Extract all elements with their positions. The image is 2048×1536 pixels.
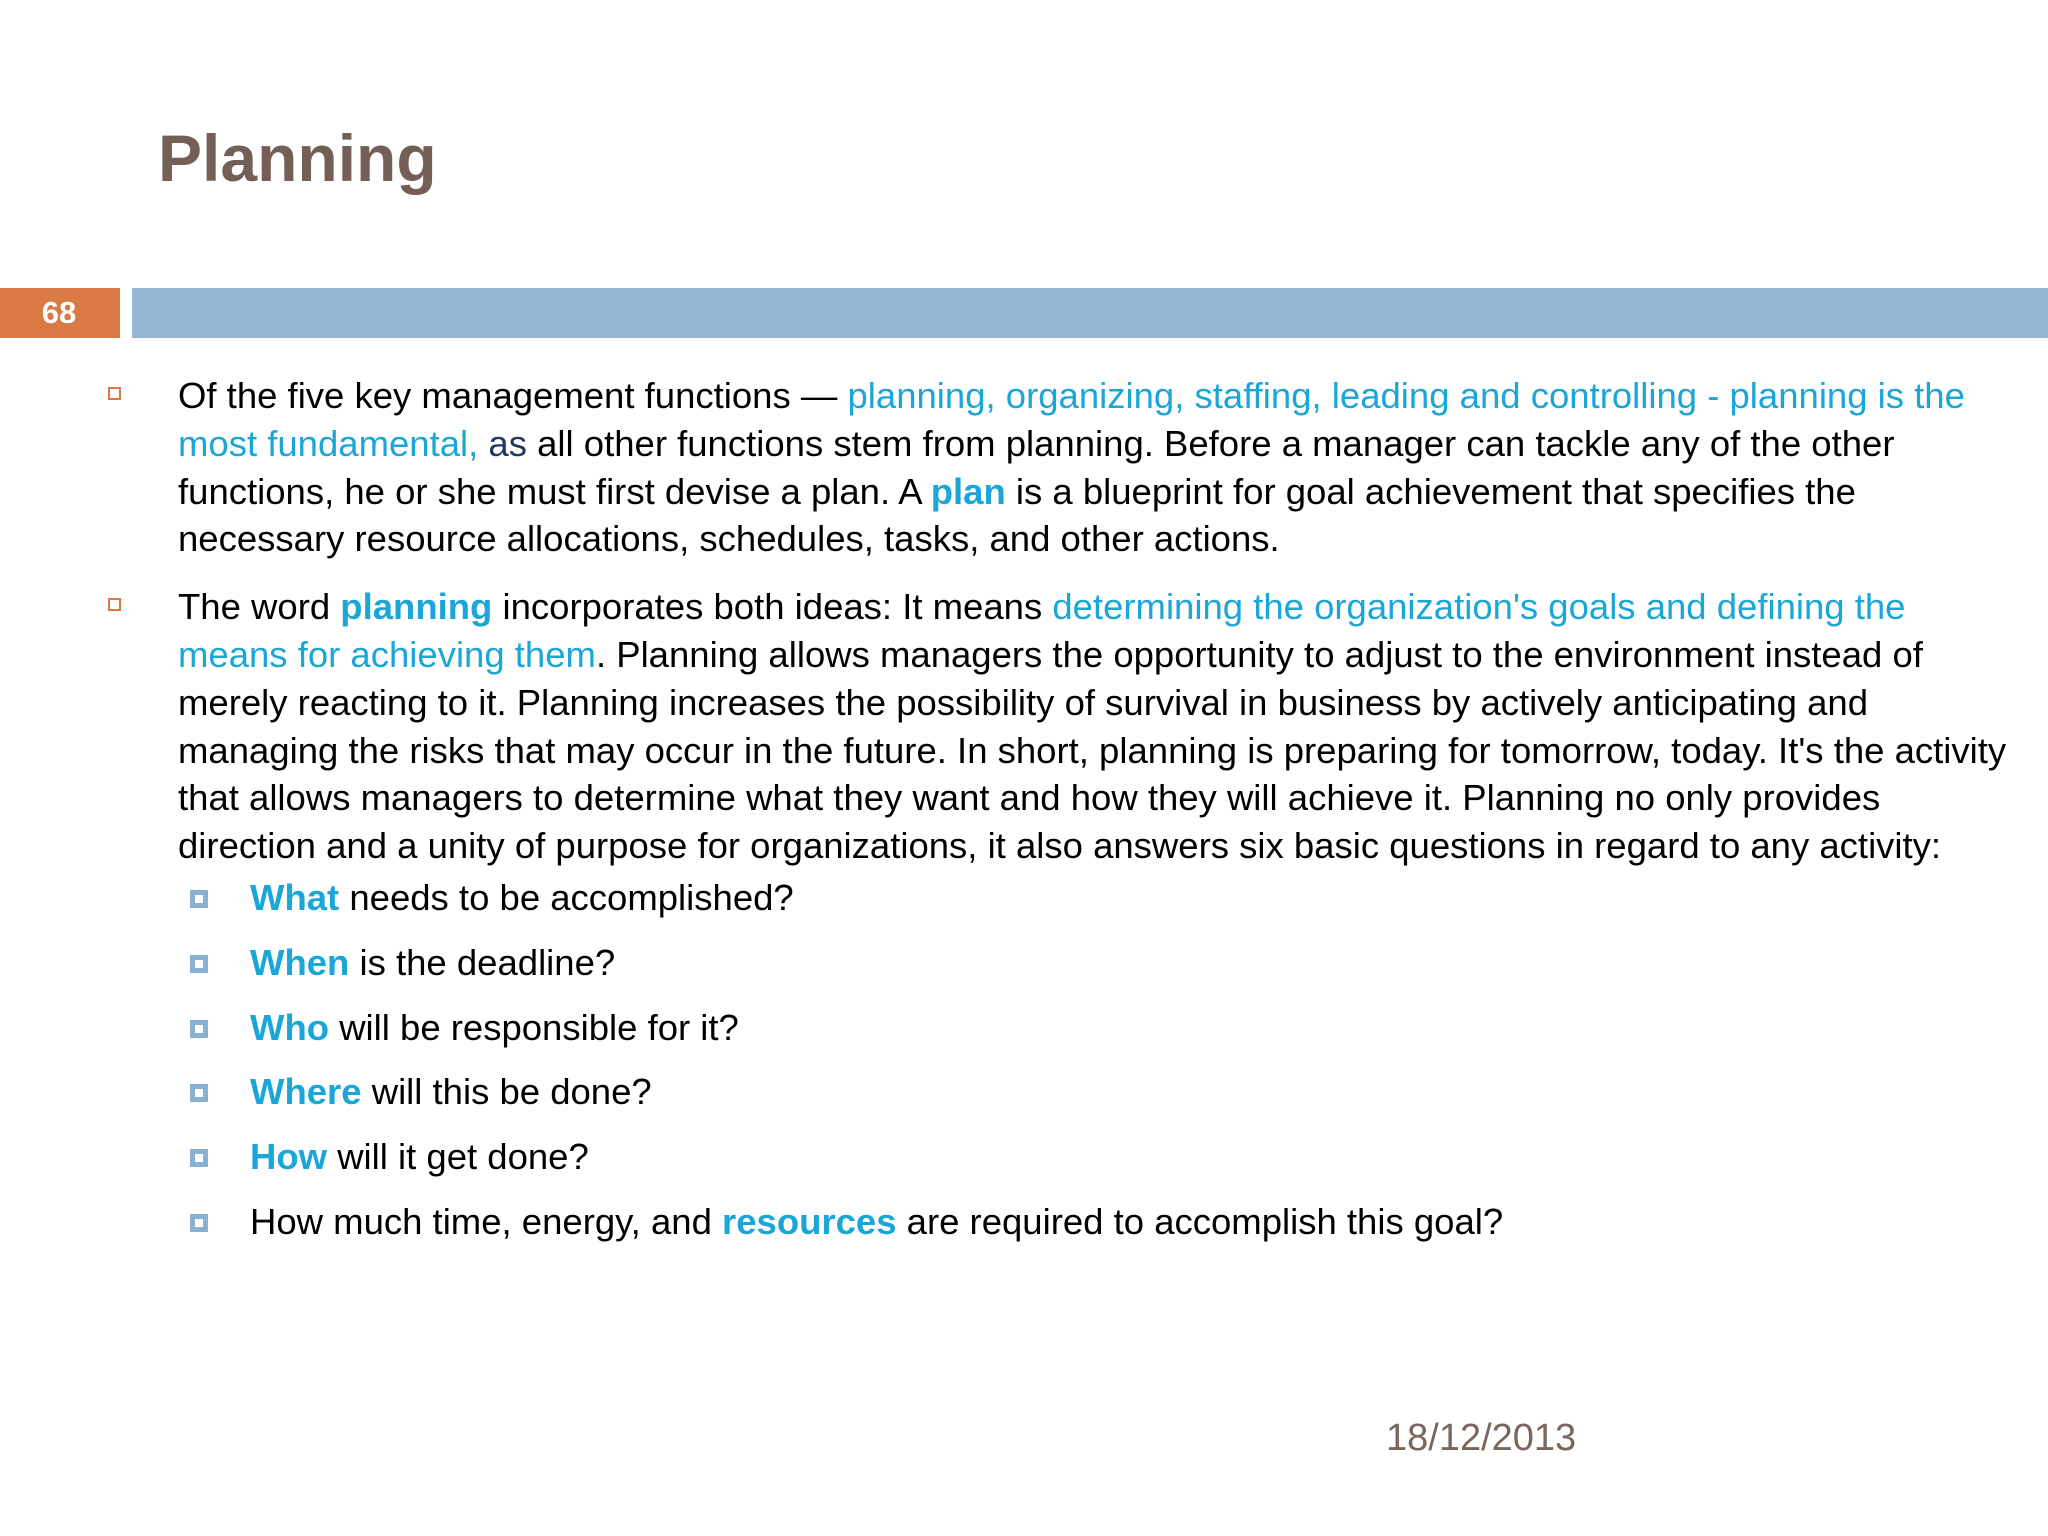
text-run: is a blueprint for goal achievement that specifies the necessary resource allocations, schedules, tasks, and other actions. — [178, 470, 1856, 560]
square-bullet-icon — [190, 955, 208, 973]
text-run: Of the five key management functions — — [178, 375, 848, 416]
list-item — [0, 1198, 2048, 1246]
slide-title: Planning — [158, 121, 437, 195]
square-bullet-icon — [108, 387, 121, 400]
question-keyword: How — [250, 1136, 328, 1178]
list-item — [0, 939, 2048, 987]
text-run: incorporates both ideas: It means — [492, 586, 1053, 628]
square-bullet-icon — [190, 1149, 208, 1167]
bullet-paragraph-2 — [0, 583, 2048, 870]
keyword-resources: resources — [722, 1200, 897, 1242]
text-run: needs to be accomplished? — [339, 876, 794, 918]
text-run: will be responsible for it? — [329, 1006, 739, 1048]
list-item — [0, 874, 2048, 922]
square-bullet-icon — [190, 1020, 208, 1038]
list-item — [0, 1004, 2048, 1052]
keyword-plan: plan — [930, 470, 1006, 512]
text-run: is the deadline? — [349, 941, 616, 983]
slide-content — [0, 372, 2048, 1263]
question-keyword: What — [250, 876, 340, 918]
text-run: are required to accomplish this goal? — [896, 1200, 1504, 1242]
slide-date: 18/12/2013 — [1386, 1417, 1577, 1459]
text-run: . Planning allows managers the opportunity to adjust to the environment instead of merely reacting to it. Planning increases the possibility of survival in business by actively anticipating and managing the risks that may occur in the future. In short, planning is preparing for tomorrow, today. It's the activity that allows managers to determine what they want and how they will achieve it. Planning no only provides direction and a unity of purpose for organizations, it also answers six basic questions in regard to any activity: — [178, 633, 2007, 867]
square-bullet-icon — [190, 890, 208, 908]
list-item — [0, 1068, 2048, 1116]
square-bullet-icon — [190, 1084, 208, 1102]
question-keyword: Who — [250, 1006, 330, 1048]
text-run: will it get done? — [327, 1136, 589, 1178]
questions-list — [0, 874, 2048, 1246]
text-run: The word — [178, 586, 341, 628]
header-bar — [132, 288, 2048, 338]
bullet-paragraph-1 — [0, 372, 2048, 563]
highlight-text: determining the organization's goals and defining the means for achieving them — [178, 586, 1906, 675]
text-run: all other functions stem from planning. Before a manager can tackle any of the other functions, he or she must first devise a plan. A — [178, 422, 1895, 512]
square-bullet-icon — [108, 598, 121, 611]
list-item — [0, 1133, 2048, 1181]
text-run: How much time, energy, and — [250, 1200, 723, 1242]
square-bullet-icon — [190, 1214, 208, 1232]
text-run: will this be done? — [361, 1071, 652, 1113]
text-run: as — [488, 422, 527, 464]
slide-number-badge: 68 — [0, 288, 120, 338]
highlight-text: planning, organizing, staffing, leading and controlling - planning is the most fundamental, — [178, 375, 1965, 464]
question-keyword: When — [250, 941, 350, 983]
question-keyword: Where — [250, 1071, 362, 1113]
keyword-planning: planning — [340, 586, 493, 628]
